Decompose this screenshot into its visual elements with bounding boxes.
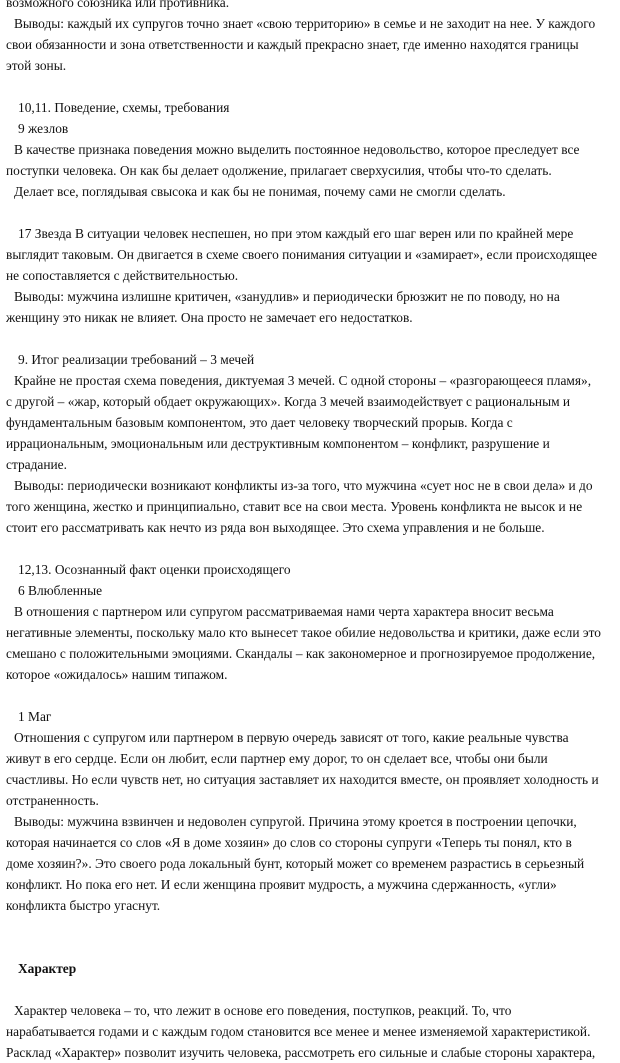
text-line: свои обязанности и зона ответственности и каждый прекрасно знает, где именно находятся границы <box>6 37 579 52</box>
blank-line <box>6 538 616 559</box>
text-line: иррациональным, эмоциональным или деструктивным компонентом – конфликт, разрушение и <box>6 436 550 451</box>
text-line: доме хозяин?». Это своего рода локальный бунт, который может со временем разрастись в серьезный <box>6 856 585 871</box>
text-line: женщину это никак не влияет. Она просто не замечает его недостатков. <box>6 310 413 325</box>
text-line: которое «ожидалось» нашим типажом. <box>6 667 228 682</box>
text-line: негативные элементы, поскольку мало кто вынесет такое обилие недовольства и критики, даже если это <box>6 625 601 640</box>
paragraph-start-line: Крайне не простая схема поведения, диктуемая 3 мечей. С одной стороны – «разгорающееся пламя», <box>14 373 592 388</box>
text-line: смешано с положительными эмоциями. Скандалы – как закономерное и прогнозируемое продолжение, <box>6 646 596 661</box>
text-line: с другой – «жар, который обдает окружающих». Когда 3 мечей взаимодействует с рациональным и <box>6 394 571 409</box>
paragraph-start-line: Выводы: периодически возникают конфликты из-за того, что мужчина «сует нос не в свои дела» и до <box>14 478 593 493</box>
text-line: возможного союзника или противника. <box>6 0 230 10</box>
section-heading: Характер <box>18 961 77 976</box>
text-line: которая начинается со слов «Я в доме хозяин» до слов со стороны супруги «Теперь ты понял, кто в <box>6 835 572 850</box>
paragraph-start-line: Делает все, поглядывая свысока и как бы не понимая, почему сами не смогли сделать. <box>14 184 506 199</box>
text-line: стоит его рассматривать как нечто из ряда вон выходящее. Это схема управления и не больше. <box>6 520 545 535</box>
paragraph-start-line: Выводы: мужчина излишне критичен, «занудлив» и периодически брюзжит не по поводу, но на <box>14 289 560 304</box>
blank-line <box>6 916 616 937</box>
text-line: отстраненность. <box>6 793 99 808</box>
paragraph-start-line: Отношения с супругом или партнером в первую очередь зависят от того, какие реальные чувства <box>14 730 569 745</box>
paragraph-start-line: Выводы: мужчина взвинчен и недоволен супругой. Причина этому кроется в построении цепочки, <box>14 814 577 829</box>
text-line: конфликта быстро угаснут. <box>6 898 161 913</box>
text-line: живут в его сердце. Если он любит, если партнер ему дорог, то он сделает все, чтобы они были <box>6 751 548 766</box>
blank-line <box>6 202 616 223</box>
section-label: 10,11. Поведение, схемы, требования <box>18 100 230 115</box>
section-label: 9. Итог реализации требований – 3 мечей <box>18 352 255 367</box>
text-line: конфликт. Но пока его нет. И если женщина проявит мудрость, а мужчина сдержанность, «угли» <box>6 877 557 892</box>
paragraph-start-line: В качестве признака поведения можно выделить постоянное недовольство, которое преследует все <box>14 142 580 157</box>
blank-line <box>6 76 616 97</box>
text-line: Расклад «Характер» позволит изучить человека, рассмотреть его сильные и слабые стороны характера, <box>6 1045 596 1060</box>
blank-line <box>6 937 616 958</box>
section-label: 6 Влюбленные <box>18 583 103 598</box>
text-line: того женщина, жестко и принципиально, ставит все на свои места. Уровень конфликта не высок и не <box>6 499 583 514</box>
text-line: поступки человека. Он как бы делает одолжение, прилагает сверхусилия, чтобы что-то сделать. <box>6 163 552 178</box>
section-label: 9 жезлов <box>18 121 69 136</box>
paragraph-start-line: Характер человека – то, что лежит в основе его поведения, поступков, реакций. То, что <box>14 1003 512 1018</box>
text-line: фундаментальным базовым компонентом, это дает человеку творческий прорыв. Когда с <box>6 415 513 430</box>
text-line: нарабатывается годами и с каждым годом становится все менее и менее изменяемой характеристикой. <box>6 1024 591 1039</box>
blank-line <box>6 328 616 349</box>
section-label: 17 Звезда В ситуации человек неспешен, но при этом каждый его шаг верен или по крайней мере <box>18 226 574 241</box>
text-line: не сопоставляется с действительностью. <box>6 268 239 283</box>
text-line: этой зоны. <box>6 58 67 73</box>
text-line: счастливы. Но если чувств нет, но ситуация заставляет их находится вместе, он проявляет холодность и <box>6 772 599 787</box>
text-line: выглядит таковым. Он двигается в схеме своего понимания ситуации и «замирает», если происходящее <box>6 247 598 262</box>
blank-line <box>6 685 616 706</box>
blank-line <box>6 979 616 1000</box>
section-label: 12,13. Осознанный факт оценки происходящего <box>18 562 291 577</box>
paragraph-start-line: Выводы: каждый их супругов точно знает «свою территорию» в семье и не заходит на нее. У каждого <box>14 16 596 31</box>
section-label: 1 Маг <box>18 709 52 724</box>
text-line: страдание. <box>6 457 67 472</box>
paragraph-start-line: В отношения с партнером или супругом рассматриваемая нами черта характера вносит весьма <box>14 604 554 619</box>
